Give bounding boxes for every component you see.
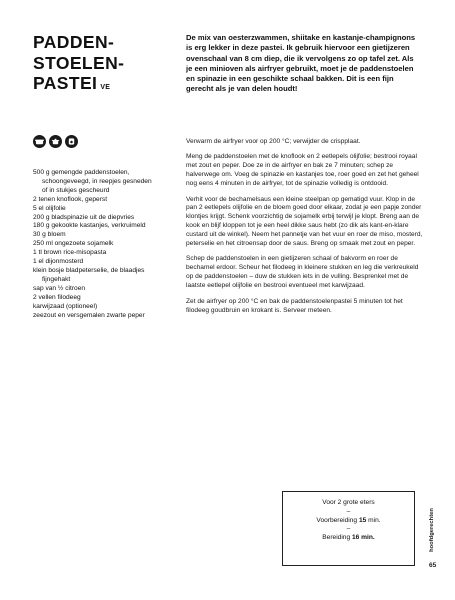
ingredient-line: schoongeveegd, in reepjes gesneden	[42, 177, 152, 185]
servings-text: Voor 2 grote eters	[322, 499, 375, 506]
vegan-tag: VE	[100, 84, 111, 91]
recipe-intro: De mix van oesterzwammen, shiitake en kastanje-champignons is erg lekker in deze pastei. Ik gebruik hiervoor een gietijzeren ovenschaal van 8 cm diep, die ik vervolgens zo op tafel zet. Als je een minioven als airfryer gebruikt, moet je de paddenstoelen en spinazie in een geschikte schaal bakken. Dit is een fijn gerecht als je van delen houdt!	[186, 33, 416, 94]
title-line-1: PADDEN-	[33, 32, 115, 52]
page-number: 65	[429, 562, 437, 569]
method-steps	[186, 138, 426, 322]
equipment-icons	[33, 135, 78, 148]
ingredient-line: 500 g gemengde paddenstoelen,	[33, 169, 130, 176]
cook-time: Bereiding 16 min.	[322, 534, 375, 542]
ingredient-line: 5 el olijfolie	[33, 204, 66, 212]
ingredient-line: karwijzaad (optioneel)	[33, 302, 98, 310]
method-step: Zet de airfryer op 200 °C en bak de paddenstoelenpastei 5 minuten tot het filodeeg goudbruin en krokant is. Serveer meteen.	[186, 297, 403, 314]
ingredient-line: of in stukjes gescheurd	[42, 186, 110, 194]
servings-time-box	[282, 491, 415, 566]
ingredient-line: fijngehakt	[42, 275, 71, 283]
method-step: Verwarm de airfryer voor op 200 °C; verwijder de crispplaat.	[186, 138, 361, 145]
prep-time: Voorbereiding 15 min.	[316, 516, 381, 524]
title-line-3: PASTEI	[33, 73, 98, 93]
pan-icon	[33, 135, 46, 148]
method-step: Verhit voor de bechamelsaus een kleine steelpan op gematigd vuur. Klop in de pan 2 eetlepels olijfolie en de bloem goed door elkaar, zodat je een papje zonder klontjes krijgt. Schenk voorzichtig de sojamelk erbij terwijl je klopt. Breng aan de kook en blijf kloppen tot je een heel dikke saus hebt (zo dik als kant-en-klare custard uit de winkel). Neem het pannetje van het vuur en roer de miso, mosterd, peterselie en het citroensap door de saus. Breng op smaak met zout en peper.	[186, 195, 423, 248]
ingredient-line: 250 ml ongezoete sojamelk	[33, 240, 114, 248]
ingredient-line: sap van ½ citroen	[33, 284, 86, 292]
ingredient-line: 1 tl brown rice-misopasta	[33, 249, 107, 257]
ingredient-line: 1 el dijonmosterd	[33, 258, 84, 266]
airfryer-icon	[65, 135, 78, 148]
ingredient-line: 30 g bloem	[33, 231, 66, 239]
ingredient-line: 180 g gekookte kastanjes, verkruimeld	[33, 222, 146, 230]
method-step: Schep de paddenstoelen in een gietijzeren schaal of bakvorm en roer de bechamel erdoor. Scheur het filodeeg in kleinere stukken en leg die verkreukeld op de paddenstoelen – duw de stukken iets in de vulling. Besprenkel met de laatste eetlepel olijfolie en bestrooi eventueel met karwijzaad.	[186, 255, 419, 290]
method-step: Meng de paddenstoelen met de knoflook en 2 eetlepels olijfolie; bestrooi royaal met zout en peper. Doe ze in de airfryer en bak ze 7 minuten; schep ze halverwege om. Voeg de spinazie en kastanjes toe, roer goed en zet het geheel nog eens 4 minuten in de airfryer, tot de spinazie volledig is ontdooid.	[186, 153, 419, 188]
title-line-2: STOELEN-	[33, 52, 125, 73]
section-label: hoofdgerechten	[429, 508, 435, 552]
ingredient-list	[33, 169, 183, 320]
ingredient-line: 200 g bladspinazie uit de diepvries	[33, 213, 135, 221]
pot-icon	[49, 135, 62, 148]
ingredient-line: klein bosje bladpeterselie, de blaadjes	[33, 266, 145, 274]
recipe-title	[33, 32, 124, 99]
ingredient-line: 2 vellen filodeeg	[33, 293, 81, 301]
ingredient-line: 2 tenen knoflook, geperst	[33, 195, 108, 203]
box-divider: –	[346, 507, 351, 515]
ingredient-line: zeezout en versgemalen zwarte peper	[33, 311, 145, 319]
box-divider: –	[346, 525, 351, 533]
